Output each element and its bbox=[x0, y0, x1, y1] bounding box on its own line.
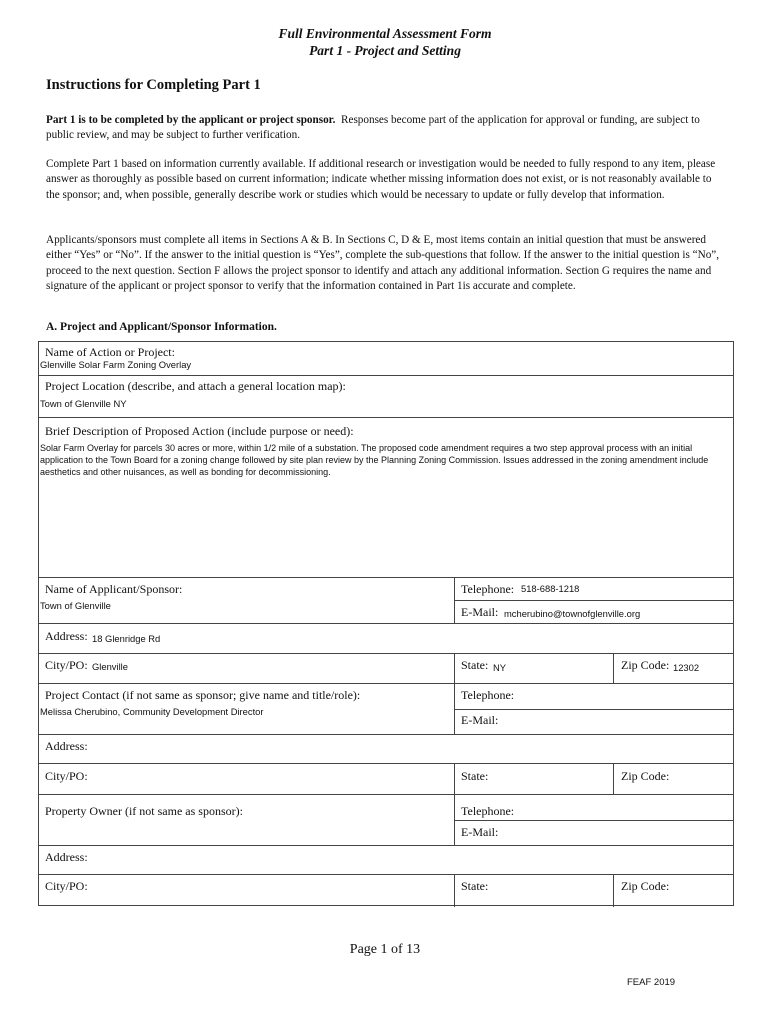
owner-email-label: E-Mail: bbox=[461, 825, 499, 839]
applicant-name-label: Name of Applicant/Sponsor: bbox=[45, 582, 183, 596]
owner-address-label: Address: bbox=[45, 850, 88, 864]
instructions-paragraph-2: Complete Part 1 based on information currently available. If additional research or investigation would be needed to fully respond to any item, please answer as thoroughly as possible based on current information; indicate whether missing information does not exist, or is not reasonably available to the sponsor; and, when possible, generally describe work or studies which would be necessary to update or fully develop that information. bbox=[46, 158, 716, 201]
applicant-name-field[interactable]: Town of Glenville bbox=[40, 600, 111, 611]
project-info-form bbox=[38, 341, 734, 906]
contact-city-label: City/PO: bbox=[45, 769, 88, 783]
form-divider bbox=[39, 874, 733, 875]
owner-telephone-label: Telephone: bbox=[461, 804, 515, 818]
form-divider bbox=[39, 763, 733, 764]
instructions-heading: Instructions for Completing Part 1 bbox=[46, 77, 261, 93]
form-divider bbox=[39, 653, 733, 654]
form-divider bbox=[454, 709, 733, 710]
action-name-field[interactable]: Glenville Solar Farm Zoning Overlay bbox=[40, 359, 192, 370]
contact-address-label: Address: bbox=[45, 739, 88, 753]
action-name-label: Name of Action or Project: bbox=[45, 345, 175, 359]
applicant-state-label: State: bbox=[461, 658, 489, 672]
applicant-telephone-label: Telephone: bbox=[461, 582, 515, 596]
form-divider bbox=[454, 577, 455, 623]
form-divider bbox=[39, 683, 733, 684]
applicant-email-field[interactable]: mcherubino@townofglenville.org bbox=[504, 608, 641, 619]
instructions-paragraph-1 bbox=[46, 113, 726, 144]
contact-name-field[interactable]: Melissa Cherubino, Community Development Director bbox=[40, 706, 264, 717]
contact-state-label: State: bbox=[461, 769, 489, 783]
instructions-paragraph-3: Applicants/sponsors must complete all items in Sections A & B. In Sections C, D & E, most items contain an initial question that must be answered either “Yes” or “No”. If the answer to the initial question is “Yes”, complete the sub-questions that follow. If the answer to the initial question is “No”, proceed to the next question. Section F allows the project sponsor to identify and attach any additional information. Section G requires the name and signature of the applicant or project sponsor to verify that the information contained in Part 1is accurate and complete. bbox=[46, 234, 720, 293]
section-a-heading: A. Project and Applicant/Sponsor Information. bbox=[46, 321, 277, 333]
instructions-paragraph-1-bold: Part 1 is to be completed by the applicant or project sponsor. bbox=[46, 114, 336, 126]
form-divider bbox=[613, 874, 614, 907]
applicant-zip-field[interactable]: 12302 bbox=[673, 662, 700, 673]
owner-city-label: City/PO: bbox=[45, 879, 88, 893]
page-number: Page 1 of 13 bbox=[349, 942, 421, 957]
applicant-address-field[interactable]: 18 Glenridge Rd bbox=[92, 633, 161, 644]
project-description-label: Brief Description of Proposed Action (include purpose or need): bbox=[45, 424, 354, 438]
owner-state-label: State: bbox=[461, 879, 489, 893]
form-divider bbox=[39, 375, 733, 376]
applicant-zip-label: Zip Code: bbox=[621, 658, 670, 672]
owner-zip-label: Zip Code: bbox=[621, 879, 670, 893]
applicant-state-field[interactable]: NY bbox=[493, 662, 507, 673]
instructions-paragraph-1-rest: Responses become part of the application for approval or funding, are subject to public review, and may be subject to further verification. bbox=[46, 114, 700, 142]
form-divider bbox=[454, 600, 733, 601]
applicant-city-label: City/PO: bbox=[45, 658, 88, 672]
form-subtitle: Part 1 - Project and Setting bbox=[309, 43, 461, 58]
form-divider bbox=[613, 763, 614, 794]
contact-name-label: Project Contact (if not same as sponsor; give name and title/role): bbox=[45, 688, 361, 702]
project-location-label: Project Location (describe, and attach a general location map): bbox=[45, 379, 346, 393]
contact-email-label: E-Mail: bbox=[461, 713, 499, 727]
applicant-city-field[interactable]: Glenville bbox=[92, 661, 128, 672]
applicant-email-label: E-Mail: bbox=[461, 605, 499, 619]
applicant-telephone-field[interactable]: 518-688-1218 bbox=[521, 583, 580, 594]
form-divider bbox=[39, 794, 733, 795]
form-id: FEAF 2019 bbox=[627, 977, 676, 988]
form-divider bbox=[39, 845, 733, 846]
applicant-address-label: Address: bbox=[45, 629, 88, 643]
contact-telephone-label: Telephone: bbox=[461, 688, 515, 702]
form-divider bbox=[39, 623, 733, 624]
form-divider bbox=[454, 763, 455, 845]
form-divider bbox=[39, 577, 733, 578]
owner-name-label: Property Owner (if not same as sponsor): bbox=[45, 804, 243, 818]
form-divider bbox=[454, 653, 455, 734]
form-divider bbox=[613, 653, 614, 683]
form-title: Full Environmental Assessment Form bbox=[278, 26, 492, 41]
project-description-field[interactable]: Solar Farm Overlay for parcels 30 acres or more, within 1/2 mile of a substation. The proposed code amendment requires a two step approval process with an initial application to the Town Board for a zoning change followed by site plan review by the Planning Zoning Commission. Issues addressed in the zoning amendment include aesthetics and other nuisances, as well as bonding for decommissioning. bbox=[40, 443, 709, 477]
project-location-field[interactable]: Town of Glenville NY bbox=[40, 398, 127, 409]
form-divider bbox=[454, 820, 733, 821]
contact-zip-label: Zip Code: bbox=[621, 769, 670, 783]
form-divider bbox=[454, 874, 455, 907]
form-divider bbox=[39, 417, 733, 418]
form-divider bbox=[39, 734, 733, 735]
